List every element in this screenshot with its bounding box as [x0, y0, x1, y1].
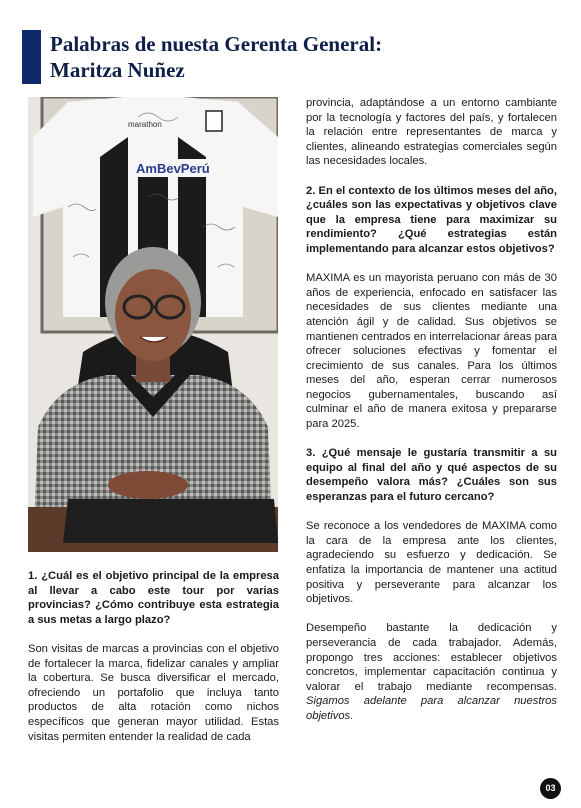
answer-2: MAXIMA es un mayorista peruano con más de 30 años de experiencia, enfocado en satisfacer las necesidades de sus clientes mediante una atención ágil y de calidad. Sus objetivos se mantienen centrados en interrelacionar áreas para ofrecer soluciones efectivas y fomentar el crecimiento de sus canales. Para los últimos meses del año, esperan cerrar numerosos negocios gubernamentales, buscando así culminar el año de manera exitosa y prepararse para 2025.	[306, 272, 557, 431]
question-1: 1. ¿Cuál es el objetivo principal de la empresa al llevar a cabo este tour por varias provincias? ¿Cómo contribuye esta estrategia a sus metas a largo plazo?	[28, 570, 279, 626]
page-title	[50, 31, 550, 83]
answer-3-paragraph-1: Se reconoce a los vendedores de MAXIMA como la cara de la empresa ante los clientes, agradeciendo su esfuerzo y dedicación. Se enfatiza la importancia de mantener una actitud positiva y perseverante para alcanzar los objetivos.	[306, 520, 557, 606]
answer-1-continued: provincia, adaptándose a un entorno cambiante por la tecnología y factores del país, y fortalecen la relación entre representantes de marca y clientes, alineando estrategias comerciales según las necesidades locales.	[306, 97, 557, 168]
portrait-illustration	[28, 97, 278, 552]
title-line-1: Palabras de nuesta Gerenta General:	[50, 32, 383, 56]
answer-1: Son visitas de marcas a provincias con el objetivo de fortalecer la marca, fidelizar canales y ampliar la cobertura. Se busca diversificar el mercado, ofreciendo un portafolio que incluya tanto productos de alta rotación como nichos específicos que generan mayor utilidad. Estas visitas permiten entender la realidad de cada	[28, 642, 279, 743]
right-column	[306, 96, 557, 738]
jersey-brand-text: marathon	[128, 120, 162, 129]
question-3: 3. ¿Qué mensaje le gustaría transmitir a su equipo al final del año y qué aspectos de su desempeño valora más? ¿Cuáles son sus esperanzas para el futuro cercano?	[306, 447, 557, 504]
title-line-2: Maritza Nuñez	[50, 58, 185, 82]
title-accent-bar	[22, 30, 41, 84]
closing-italic: Sigamos adelante para alcanzar nuestros objetivos.	[306, 695, 557, 722]
answer-3-text: Desempeño bastante la dedicación y perseverancia de cada trabajador. Además, propongo tres acciones: establecer objetivos concretos, implementar capacitación continua y valorar el trabajo mediante recompensas.	[306, 622, 557, 693]
jersey-sponsor-text: AmBevPerú	[136, 161, 210, 176]
question-2: 2. En el contexto de los últimos meses del año, ¿cuáles son las expectativas y objetivos clave que la empresa tiene para maximizar su rendimiento? ¿Qué estrategias están implementando para alcanzar estos objetivos?	[306, 184, 557, 255]
portrait-photo	[28, 97, 278, 552]
left-column	[28, 569, 279, 759]
page-number-badge: 03	[540, 778, 561, 799]
answer-3-paragraph-2	[306, 621, 557, 723]
